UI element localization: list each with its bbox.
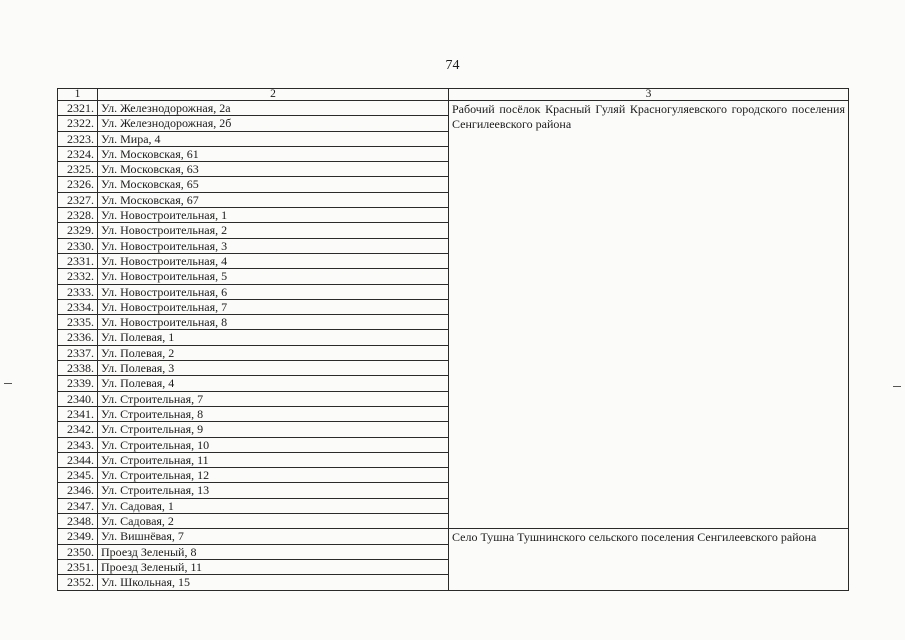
row-number-cell: 2351. <box>58 559 98 574</box>
address-cell: Проезд Зеленый, 8 <box>98 544 449 559</box>
row-number-cell: 2327. <box>58 192 98 207</box>
page-number: 74 <box>445 58 460 73</box>
address-cell: Ул. Московская, 63 <box>98 162 449 177</box>
table-header <box>58 89 849 101</box>
row-number-cell: 2322. <box>58 116 98 131</box>
row-number-cell: 2348. <box>58 514 98 529</box>
address-cell: Ул. Полевая, 1 <box>98 330 449 345</box>
row-number-cell: 2329. <box>58 223 98 238</box>
address-cell: Ул. Новостроительная, 5 <box>98 269 449 284</box>
header-row <box>58 89 849 101</box>
address-cell: Ул. Железнодорожная, 2а <box>98 101 449 116</box>
row-number-cell: 2343. <box>58 437 98 452</box>
header-col-2: 2 <box>98 89 449 101</box>
address-cell: Ул. Мира, 4 <box>98 131 449 146</box>
header-col-3: 3 <box>449 89 849 101</box>
row-number-cell: 2350. <box>58 544 98 559</box>
table-row <box>58 529 849 544</box>
address-cell: Ул. Новостроительная, 6 <box>98 284 449 299</box>
settlement-cell: Село Тушна Тушнинского сельского поселения Сенгилеевского района <box>449 529 849 590</box>
table-row <box>58 101 849 116</box>
address-cell: Ул. Новостроительная, 7 <box>98 299 449 314</box>
row-number-cell: 2346. <box>58 483 98 498</box>
row-number-cell: 2332. <box>58 269 98 284</box>
address-cell: Ул. Школьная, 15 <box>98 575 449 590</box>
row-number-cell: 2337. <box>58 345 98 360</box>
row-number-cell: 2341. <box>58 406 98 421</box>
row-number-cell: 2328. <box>58 208 98 223</box>
row-number-cell: 2323. <box>58 131 98 146</box>
row-number-cell: 2349. <box>58 529 98 544</box>
address-cell: Ул. Новостроительная, 4 <box>98 253 449 268</box>
header-col-1: 1 <box>58 89 98 101</box>
row-number-cell: 2334. <box>58 299 98 314</box>
register-table <box>57 88 849 591</box>
row-number-cell: 2324. <box>58 146 98 161</box>
row-number-cell: 2345. <box>58 468 98 483</box>
address-cell: Проезд Зеленый, 11 <box>98 559 449 574</box>
address-cell: Ул. Полевая, 3 <box>98 361 449 376</box>
row-number-cell: 2335. <box>58 315 98 330</box>
address-cell: Ул. Вишнёвая, 7 <box>98 529 449 544</box>
row-number-cell: 2339. <box>58 376 98 391</box>
address-cell: Ул. Новостроительная, 8 <box>98 315 449 330</box>
address-cell: Ул. Полевая, 4 <box>98 376 449 391</box>
row-number-cell: 2344. <box>58 452 98 467</box>
row-number-cell: 2347. <box>58 498 98 513</box>
table-body <box>58 101 849 591</box>
address-cell: Ул. Новостроительная, 2 <box>98 223 449 238</box>
settlement-cell: Рабочий посёлок Красный Гуляй Красногуляевского городского поселения Сенгилеевского района <box>449 101 849 529</box>
address-cell: Ул. Строительная, 11 <box>98 452 449 467</box>
address-cell: Ул. Садовая, 2 <box>98 514 449 529</box>
row-number-cell: 2321. <box>58 101 98 116</box>
row-number-cell: 2336. <box>58 330 98 345</box>
margin-mark-right <box>893 386 901 387</box>
margin-mark-left <box>4 383 12 384</box>
row-number-cell: 2342. <box>58 422 98 437</box>
address-cell: Ул. Московская, 65 <box>98 177 449 192</box>
row-number-cell: 2331. <box>58 253 98 268</box>
address-cell: Ул. Железнодорожная, 2б <box>98 116 449 131</box>
address-cell: Ул. Строительная, 13 <box>98 483 449 498</box>
address-cell: Ул. Строительная, 7 <box>98 391 449 406</box>
row-number-cell: 2340. <box>58 391 98 406</box>
address-cell: Ул. Строительная, 8 <box>98 406 449 421</box>
row-number-cell: 2330. <box>58 238 98 253</box>
address-cell: Ул. Московская, 67 <box>98 192 449 207</box>
row-number-cell: 2333. <box>58 284 98 299</box>
address-cell: Ул. Строительная, 12 <box>98 468 449 483</box>
row-number-cell: 2326. <box>58 177 98 192</box>
address-cell: Ул. Новостроительная, 1 <box>98 208 449 223</box>
address-cell: Ул. Садовая, 1 <box>98 498 449 513</box>
row-number-cell: 2352. <box>58 575 98 590</box>
row-number-cell: 2338. <box>58 361 98 376</box>
address-cell: Ул. Полевая, 2 <box>98 345 449 360</box>
row-number-cell: 2325. <box>58 162 98 177</box>
address-cell: Ул. Строительная, 9 <box>98 422 449 437</box>
address-cell: Ул. Строительная, 10 <box>98 437 449 452</box>
address-cell: Ул. Московская, 61 <box>98 146 449 161</box>
address-cell: Ул. Новостроительная, 3 <box>98 238 449 253</box>
